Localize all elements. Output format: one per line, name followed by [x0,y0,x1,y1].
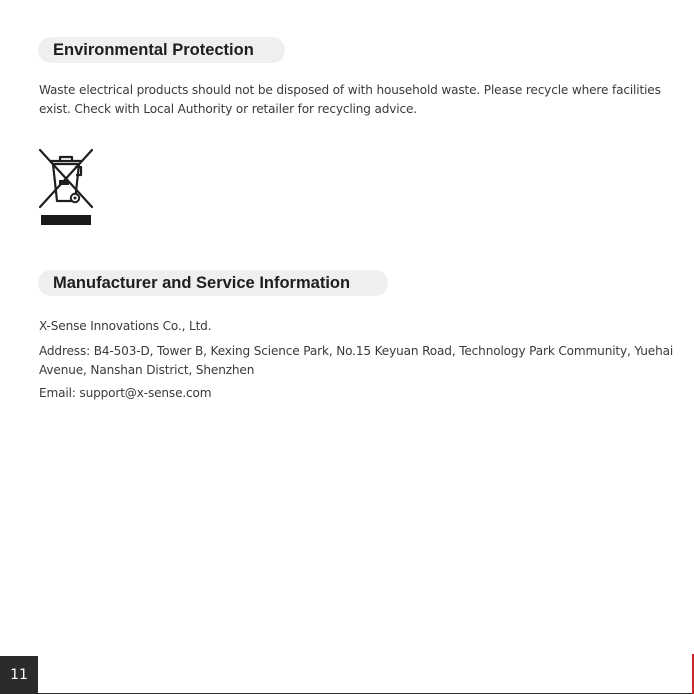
weee-crossed-out-wheelie-bin-icon [37,147,95,227]
support-email: Email: support@x-sense.com [39,386,212,400]
environmental-protection-heading: Environmental Protection [38,37,285,63]
company-address: Address: B4-503-D, Tower B, Kexing Science Park, No.15 Keyuan Road, Technology Park Community, Yuehai Avenue, Nanshan District, Shenzhen [39,344,674,377]
company-name: X-Sense Innovations Co., Ltd. [39,319,212,333]
page-number: 11 [0,656,38,694]
manufacturer-service-heading: Manufacturer and Service Information [38,270,388,296]
environmental-protection-text: Waste electrical products should not be disposed of with household waste. Please recycle where facilities exist. Check with Local Authority or retailer for recycling advice. [39,83,661,116]
